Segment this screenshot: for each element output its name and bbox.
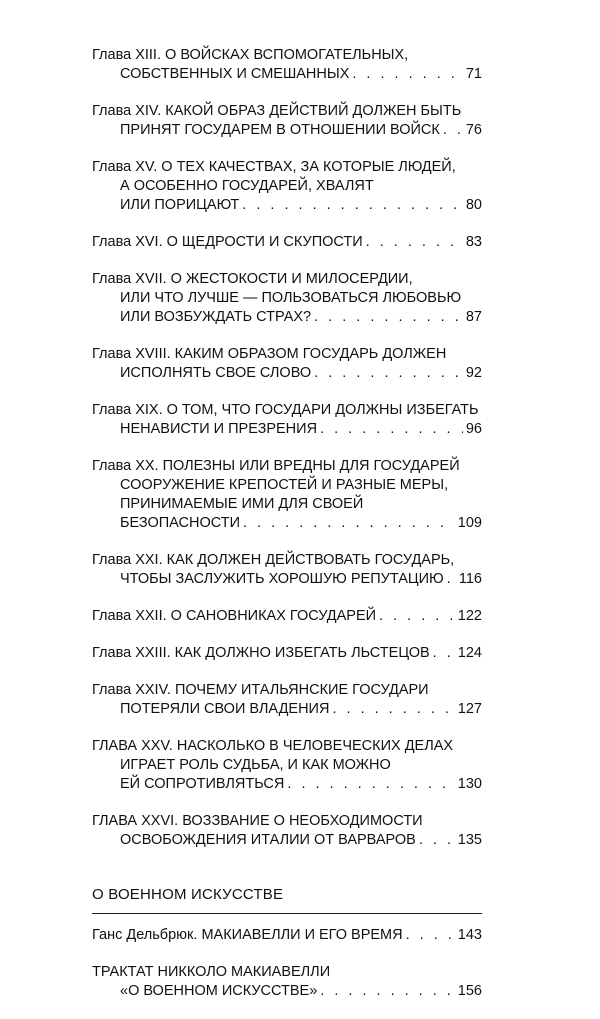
- toc-entry-line: А ОСОБЕННО ГОСУДАРЕЙ, ХВАЛЯТ: [120, 178, 374, 194]
- toc-entry-line: ИГРАЕТ РОЛЬ СУДЬБА, И КАК МОЖНО: [120, 757, 391, 773]
- toc-entry-line: ГЛАВА XXVI. ВОЗЗВАНИЕ О НЕОБХОДИМОСТИ: [92, 813, 423, 829]
- toc-entry[interactable]: [92, 233, 482, 252]
- toc-entry-line: ТРАКТАТ НИККОЛО МАКИАВЕЛЛИ: [92, 964, 331, 980]
- toc-entry-last-line: [92, 65, 482, 84]
- page-number: 87: [465, 309, 482, 325]
- toc-entry-last-line: [92, 644, 482, 663]
- page-number: 116: [458, 571, 482, 587]
- dot-leader: [314, 364, 463, 383]
- toc-entry[interactable]: [92, 345, 482, 383]
- dot-leader: [243, 514, 455, 533]
- page-number: 96: [465, 421, 482, 437]
- toc-entry-title: ЕЙ СОПРОТИВЛЯТЬСЯ: [120, 776, 285, 792]
- dot-leader: [406, 926, 455, 945]
- dot-leader: [287, 775, 454, 794]
- toc-entry[interactable]: [92, 963, 482, 1001]
- toc-entry-last-line: [92, 831, 482, 850]
- toc-entry-last-line: [92, 607, 482, 626]
- toc-entry-title: «О ВОЕННОМ ИСКУССТВЕ»: [120, 983, 318, 999]
- toc-entry-title: ПРИНЯТ ГОСУДАРЕМ В ОТНОШЕНИИ ВОЙСК: [120, 122, 440, 138]
- page-number: 71: [465, 66, 482, 82]
- toc-entry-line: Глава XVII. О ЖЕСТОКОСТИ И МИЛОСЕРДИИ,: [92, 271, 413, 287]
- toc-entry[interactable]: [92, 737, 482, 794]
- toc-entry-last-line: [92, 926, 482, 945]
- page-number: 127: [457, 701, 482, 717]
- page-number: 122: [457, 608, 482, 624]
- toc-entry-last-line: [92, 308, 482, 327]
- page-number: 92: [465, 365, 482, 381]
- toc-entry-title: БЕЗОПАСНОСТИ: [120, 515, 241, 531]
- toc-entry[interactable]: [92, 607, 482, 626]
- toc-entry-line: ИЛИ ЧТО ЛУЧШЕ — ПОЛЬЗОВАТЬСЯ ЛЮБОВЬЮ: [120, 290, 462, 306]
- toc-entry-title: СОБСТВЕННЫХ И СМЕШАННЫХ: [120, 66, 350, 82]
- page-number: 143: [457, 927, 482, 943]
- toc-entry-line: ГЛАВА XXV. НАСКОЛЬКО В ЧЕЛОВЕЧЕСКИХ ДЕЛАХ: [92, 738, 454, 754]
- toc-entry-title: ЧТОБЫ ЗАСЛУЖИТЬ ХОРОШУЮ РЕПУТАЦИЮ: [120, 571, 444, 587]
- toc-entry-title: ИЛИ ВОЗБУЖДАТЬ СТРАХ?: [120, 309, 312, 325]
- page-number: 124: [457, 645, 482, 661]
- toc-entry-line: ПРИНИМАЕМЫЕ ИМИ ДЛЯ СВОЕЙ: [120, 496, 364, 512]
- toc-entry-last-line: [92, 121, 482, 140]
- toc-entry-title: Глава XXIII. КАК ДОЛЖНО ИЗБЕГАТЬ ЛЬСТЕЦОВ: [92, 645, 430, 661]
- toc-entry-title: ИЛИ ПОРИЦАЮТ: [120, 197, 240, 213]
- page-number: 80: [465, 197, 482, 213]
- toc-entry[interactable]: [92, 46, 482, 84]
- toc-entry[interactable]: [92, 401, 482, 439]
- dot-leader: [242, 196, 463, 215]
- toc-entry-title: Глава XXII. О САНОВНИКАХ ГОСУДАРЕЙ: [92, 608, 377, 624]
- toc-entry-last-line: [92, 196, 482, 215]
- section-divider: [92, 913, 482, 914]
- toc-entry[interactable]: [92, 457, 482, 533]
- toc-entry[interactable]: [92, 644, 482, 663]
- toc-entry[interactable]: [92, 270, 482, 327]
- toc-entry-title: ПОТЕРЯЛИ СВОИ ВЛАДЕНИЯ: [120, 701, 330, 717]
- section-title: О ВОЕННОМ ИСКУССТВЕ: [92, 886, 284, 903]
- toc-entry[interactable]: [92, 812, 482, 850]
- toc-entry-last-line: [92, 420, 482, 439]
- toc-entry-line: Глава XIII. О ВОЙСКАХ ВСПОМОГАТЕЛЬНЫХ,: [92, 47, 409, 63]
- dot-leader: [433, 644, 455, 663]
- page-number: 156: [457, 983, 482, 999]
- dot-leader: [332, 700, 454, 719]
- dot-leader: [314, 308, 463, 327]
- toc-entry-line: Глава XIX. О ТОМ, ЧТО ГОСУДАРИ ДОЛЖНЫ ИЗБЕГАТЬ: [92, 402, 479, 418]
- toc-entry-last-line: [92, 775, 482, 794]
- dot-leader: [366, 233, 463, 252]
- toc-entry-line: Глава XVIII. КАКИМ ОБРАЗОМ ГОСУДАРЬ ДОЛЖЕН: [92, 346, 447, 362]
- page-number: 135: [457, 832, 482, 848]
- page-number: 130: [457, 776, 482, 792]
- toc-entry-title: Ганс Дельбрюк. МАКИАВЕЛЛИ И ЕГО ВРЕМЯ: [92, 927, 403, 943]
- toc-entry[interactable]: [92, 551, 482, 589]
- toc-entry[interactable]: [92, 681, 482, 719]
- toc-entry-last-line: [92, 700, 482, 719]
- toc-entry-line: СООРУЖЕНИЕ КРЕПОСТЕЙ И РАЗНЫЕ МЕРЫ,: [120, 477, 449, 493]
- toc-entry-last-line: [92, 364, 482, 383]
- section-entry-list: [92, 926, 482, 1001]
- toc-entry-line: Глава XXIV. ПОЧЕМУ ИТАЛЬЯНСКИЕ ГОСУДАРИ: [92, 682, 429, 698]
- toc-entry-last-line: [92, 233, 482, 252]
- toc-entry-line: Глава XV. О ТЕХ КАЧЕСТВАХ, ЗА КОТОРЫЕ ЛЮДЕЙ,: [92, 159, 456, 175]
- toc-entry-title: НЕНАВИСТИ И ПРЕЗРЕНИЯ: [120, 421, 318, 437]
- toc-entry-line: Глава XIV. КАКОЙ ОБРАЗ ДЕЙСТВИЙ ДОЛЖЕН БЫТЬ: [92, 103, 462, 119]
- page-number: 109: [457, 515, 482, 531]
- toc-entry-title: ОСВОБОЖДЕНИЯ ИТАЛИИ ОТ ВАРВАРОВ: [120, 832, 416, 848]
- toc-entry-title: ИСПОЛНЯТЬ СВОЕ СЛОВО: [120, 365, 312, 381]
- table-of-contents: [92, 46, 482, 1019]
- dot-leader: [443, 121, 463, 140]
- toc-entry-line: Глава XXI. КАК ДОЛЖЕН ДЕЙСТВОВАТЬ ГОСУДАРЬ,: [92, 552, 455, 568]
- toc-entry[interactable]: [92, 102, 482, 140]
- dot-leader: [379, 607, 455, 626]
- toc-entry-last-line: [92, 570, 482, 589]
- dot-leader: [320, 420, 463, 439]
- page-number: 83: [465, 234, 482, 250]
- dot-leader: [352, 65, 462, 84]
- page-number: 76: [465, 122, 482, 138]
- toc-entry-last-line: [92, 982, 482, 1001]
- toc-entry[interactable]: [92, 926, 482, 945]
- toc-entry-line: Глава XX. ПОЛЕЗНЫ ИЛИ ВРЕДНЫ ДЛЯ ГОСУДАРЕЙ: [92, 458, 460, 474]
- toc-entry[interactable]: [92, 158, 482, 215]
- dot-leader: [320, 982, 455, 1001]
- dot-leader: [419, 831, 455, 850]
- chapter-list: [92, 46, 482, 850]
- dot-leader: [447, 570, 456, 589]
- toc-entry-title: Глава XVI. О ЩЕДРОСТИ И СКУПОСТИ: [92, 234, 363, 250]
- toc-entry-last-line: [92, 514, 482, 533]
